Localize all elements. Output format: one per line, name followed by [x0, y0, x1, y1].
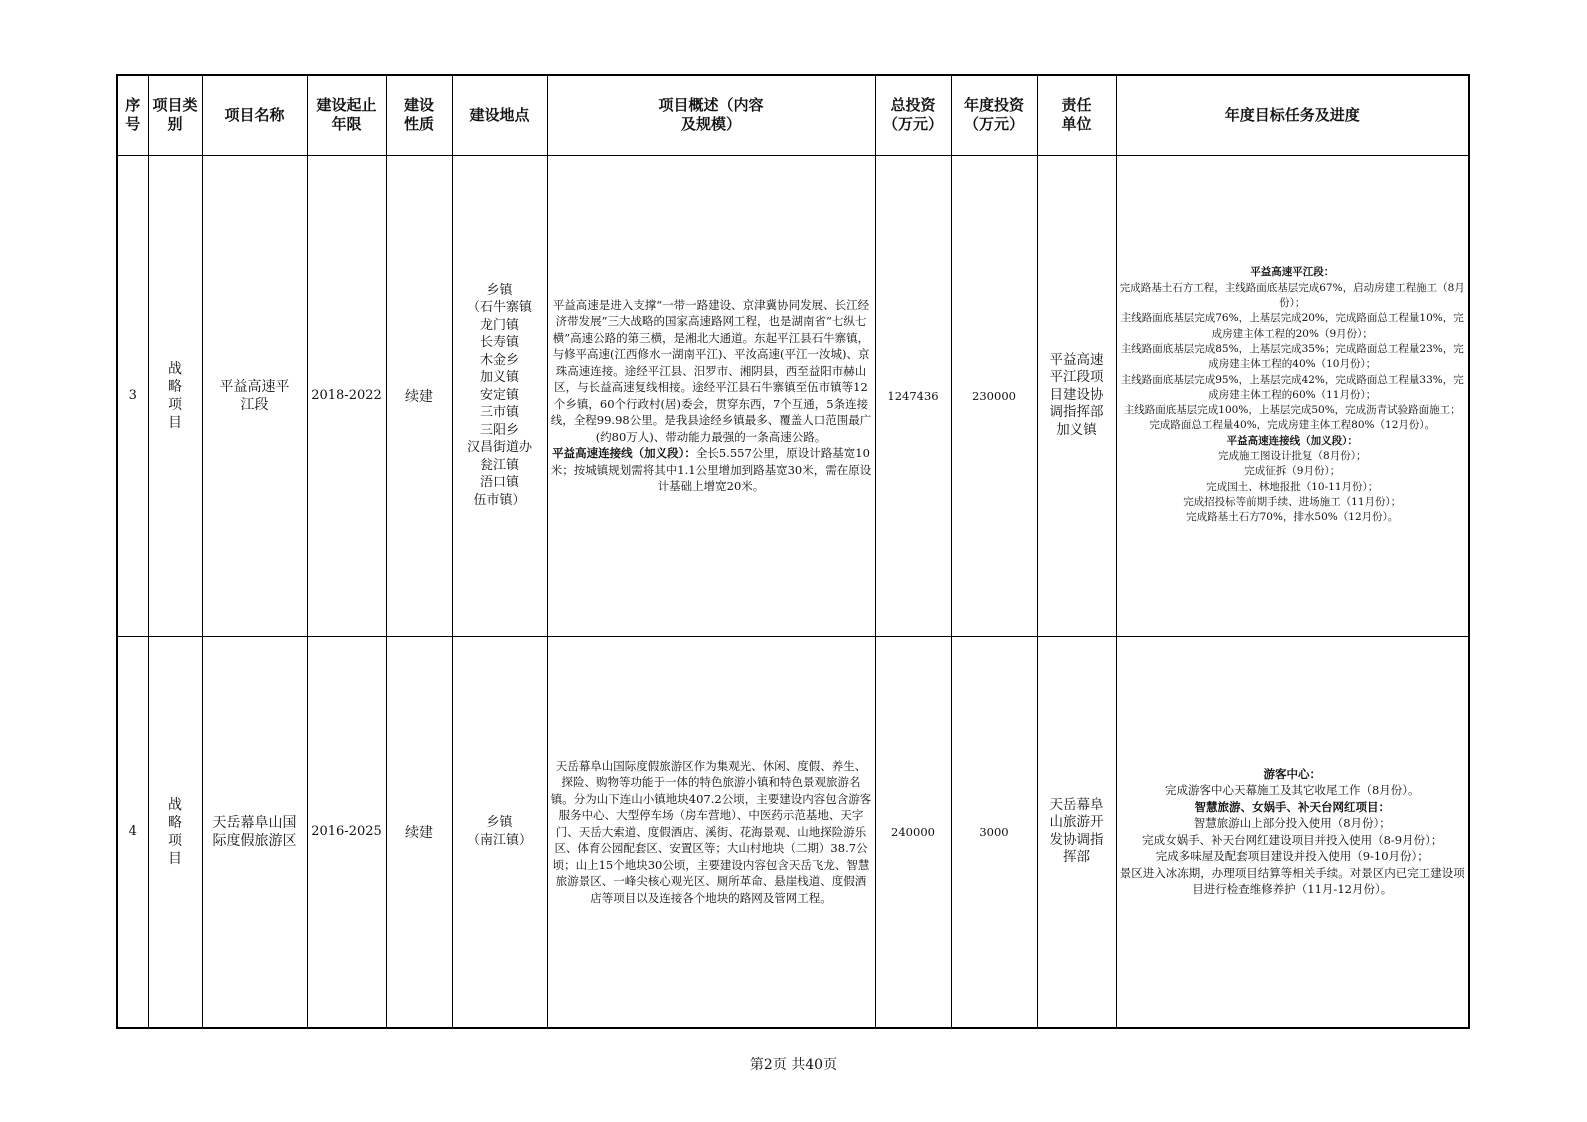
- table-row: [117, 155, 1469, 636]
- cell-seq: 3: [117, 155, 148, 636]
- cell-name: 平益高速平江段: [202, 155, 307, 636]
- cell-location: 乡镇 （南江镇）: [452, 636, 547, 1028]
- cell-total-investment: 240000: [875, 636, 951, 1028]
- header-target: 年度目标任务及进度: [1116, 75, 1469, 155]
- cell-overview: 平益高速是进入支撑“一带一路建设、京津冀协同发展、长江经济带发展”三大战略的国家高速路网工程，也是湖南省“七纵七横”高速公路的第三横，是湘北大通道。东起平江县石牛寨镇，与修平高速(江西修水一湖南平江)、平汝高速(平江一汝城)、京珠高速连接。途经平江县、汨罗市、湘阴县，西至益阳市赫山区，与长益高速复线相接。途经平江县石牛寨镇至伍市镇等12个乡镇，60个行政村(居)委会，贯穿东西，7个互通，5条连接线，全程99.98公里。是我县途经乡镇最多、覆盖人口范围最广(约80万人)、带动能力最强的一条高速公路。 平益高速连接线（加义段）：全长5.557公里，原设计路基宽10米；按城镇规划需将其中1.1公里增加到路基宽30米，需在原设计基础上增宽20米。: [547, 155, 875, 636]
- header-unit: 责任单位: [1037, 75, 1116, 155]
- header-seq: 序号: [117, 75, 148, 155]
- cell-seq: 4: [117, 636, 148, 1028]
- cell-nature: 续建: [386, 155, 452, 636]
- cell-total-investment: 1247436: [875, 155, 951, 636]
- cell-location: 乡镇 （石牛寨镇 龙门镇 长寿镇 木金乡 加义镇 安定镇 三市镇 三阳乡 汉昌街道办 瓮江镇 浯口镇 伍市镇）: [452, 155, 547, 636]
- cell-unit: 天岳幕阜山旅游开发协调指挥部: [1037, 636, 1116, 1028]
- cell-unit: 平益高速平江段项目建设协调指挥部加义镇: [1037, 155, 1116, 636]
- header-overview: 项目概述（内容及规模）: [547, 75, 875, 155]
- header-period: 建设起止年限: [307, 75, 386, 155]
- cell-annual-investment: 3000: [951, 636, 1037, 1028]
- header-category: 项目类别: [148, 75, 202, 155]
- header-total-investment: 总投资（万元）: [875, 75, 951, 155]
- cell-name: 天岳幕阜山国际度假旅游区: [202, 636, 307, 1028]
- cell-target: 游客中心： 完成游客中心天幕施工及其它收尾工作（8月份）。 智慧旅游、女娲手、补天台网红项目： 智慧旅游山上部分投入使用（8月份）； 完成女娲手、补天台网红建设项目并投入使用（8-9月份）； 完成多味屋及配套项目建设并投入使用（9-10月份）； 景区进入冰冻期，办理项目结算等相关手续。对景区内已完工建设项目进行检查维修养护（11月-12月份）。: [1116, 636, 1469, 1028]
- cell-overview: 天岳幕阜山国际度假旅游区作为集观光、休闲、度假、养生、探险、购物等功能于一体的特色旅游小镇和特色景观旅游名镇。分为山下连山小镇地块407.2公顷，主要建设内容包含游客服务中心、大型停车场（房车营地）、中医药示范基地、天字门、天岳大索道、度假酒店、溪街、花海景观、山地探险游乐区、体育公园配套区、安置区等；大山村地块（二期）38.7公顷；山上15个地块30公顷，主要建设内容包含天岳飞龙、智慧旅游景区、一峰尖核心观光区、厕所革命、悬崖栈道、度假酒店等项目以及连接各个地块的路网及管网工程。: [547, 636, 875, 1028]
- project-table: [116, 74, 1470, 1029]
- header-annual-investment: 年度投资（万元）: [951, 75, 1037, 155]
- header-nature: 建设性质: [386, 75, 452, 155]
- header-name: 项目名称: [202, 75, 307, 155]
- table-header-row: [117, 75, 1469, 155]
- cell-category: 战略项目: [148, 636, 202, 1028]
- cell-target: 平益高速平江段： 完成路基土石方工程，主线路面底基层完成67%，启动房建工程施工（8月份）； 主线路面底基层完成76%，上基层完成20%，完成路面总工程量10%，完成房建主体工程的20%（9月份）； 主线路面底基层完成85%，上基层完成35%；完成路面总工程量23%，完成房建主体工程的40%（10月份）； 主线路面底基层完成95%，上基层完成42%，完成路面总工程量33%，完成房建主体工程的60%（11月份）； 主线路面底基层完成100%，上基层完成50%，完成沥青试验路面施工；完成路面总工程量40%，完成房建主体工程80%（12月份）。 平益高速连接线（加义段）： 完成施工图设计批复（8月份）； 完成征拆（9月份）； 完成国土、林地报批（10-11月份）； 完成招投标等前期手续、进场施工（11月份）； 完成路基土石方70%，排水50%（12月份）。: [1116, 155, 1469, 636]
- cell-period: 2016-2025: [307, 636, 386, 1028]
- header-location: 建设地点: [452, 75, 547, 155]
- table-row: [117, 636, 1469, 1028]
- cell-category: 战略项目: [148, 155, 202, 636]
- cell-period: 2018-2022: [307, 155, 386, 636]
- cell-annual-investment: 230000: [951, 155, 1037, 636]
- cell-nature: 续建: [386, 636, 452, 1028]
- page-number: 第2页 共40页: [749, 1057, 838, 1073]
